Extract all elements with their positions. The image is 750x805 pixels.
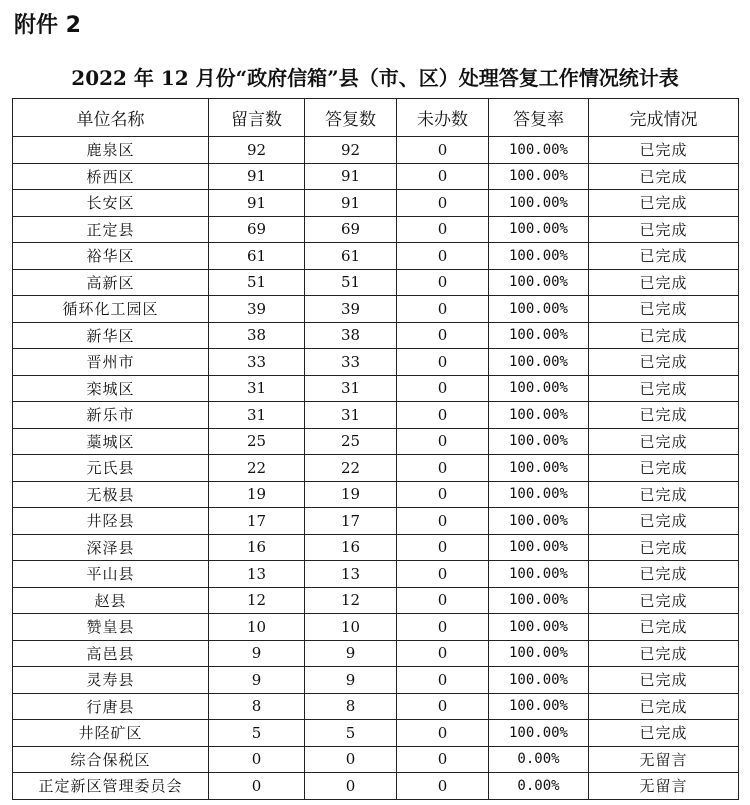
reply-rate-cell: 100.00%	[489, 402, 589, 429]
table-row	[13, 428, 739, 455]
message-count-cell: 69	[209, 216, 305, 243]
reply-count-cell: 10	[305, 614, 397, 641]
message-count-cell: 31	[209, 402, 305, 429]
unit-name-cell: 藁城区	[13, 428, 209, 455]
reply-count-cell: 31	[305, 402, 397, 429]
table-row	[13, 720, 739, 747]
table-header-row	[13, 99, 739, 137]
unit-name-cell: 综合保税区	[13, 746, 209, 773]
reply-count-cell: 0	[305, 773, 397, 800]
unit-name-cell: 平山县	[13, 561, 209, 588]
pending-count-cell: 0	[397, 428, 489, 455]
message-count-cell: 38	[209, 322, 305, 349]
reply-rate-cell: 0.00%	[489, 746, 589, 773]
table-row	[13, 349, 739, 376]
reply-count-cell: 91	[305, 163, 397, 190]
table-row	[13, 190, 739, 217]
reply-count-cell: 9	[305, 667, 397, 694]
pending-count-cell: 0	[397, 720, 489, 747]
table-row	[13, 296, 739, 323]
reply-rate-cell: 100.00%	[489, 693, 589, 720]
reply-rate-cell: 100.00%	[489, 322, 589, 349]
table-row	[13, 746, 739, 773]
message-count-cell: 16	[209, 534, 305, 561]
completion-status-cell: 已完成	[589, 508, 739, 535]
reply-rate-cell: 100.00%	[489, 614, 589, 641]
reply-count-cell: 25	[305, 428, 397, 455]
table-row	[13, 163, 739, 190]
table-row	[13, 773, 739, 800]
reply-rate-cell: 100.00%	[489, 269, 589, 296]
unit-name-cell: 鹿泉区	[13, 137, 209, 164]
reply-count-cell: 39	[305, 296, 397, 323]
completion-status-cell: 已完成	[589, 163, 739, 190]
pending-count-cell: 0	[397, 163, 489, 190]
pending-count-cell: 0	[397, 746, 489, 773]
table-row	[13, 534, 739, 561]
reply-count-cell: 38	[305, 322, 397, 349]
pending-count-cell: 0	[397, 587, 489, 614]
reply-rate-cell: 0.00%	[489, 773, 589, 800]
unit-name-cell: 裕华区	[13, 243, 209, 270]
message-count-cell: 17	[209, 508, 305, 535]
completion-status-cell: 已完成	[589, 614, 739, 641]
header-reply-rate: 答复率	[489, 99, 589, 137]
pending-count-cell: 0	[397, 561, 489, 588]
message-count-cell: 61	[209, 243, 305, 270]
completion-status-cell: 已完成	[589, 375, 739, 402]
unit-name-cell: 正定新区管理委员会	[13, 773, 209, 800]
message-count-cell: 91	[209, 190, 305, 217]
unit-name-cell: 灵寿县	[13, 667, 209, 694]
table-row	[13, 243, 739, 270]
unit-name-cell: 栾城区	[13, 375, 209, 402]
table-row	[13, 693, 739, 720]
attachment-label: 附件 2	[14, 13, 81, 38]
pending-count-cell: 0	[397, 402, 489, 429]
pending-count-cell: 0	[397, 190, 489, 217]
pending-count-cell: 0	[397, 349, 489, 376]
pending-count-cell: 0	[397, 296, 489, 323]
unit-name-cell: 桥西区	[13, 163, 209, 190]
reply-count-cell: 9	[305, 640, 397, 667]
unit-name-cell: 井陉矿区	[13, 720, 209, 747]
pending-count-cell: 0	[397, 667, 489, 694]
reply-rate-cell: 100.00%	[489, 667, 589, 694]
completion-status-cell: 已完成	[589, 455, 739, 482]
table-row	[13, 481, 739, 508]
message-count-cell: 12	[209, 587, 305, 614]
table-row	[13, 667, 739, 694]
completion-status-cell: 已完成	[589, 402, 739, 429]
completion-status-cell: 已完成	[589, 587, 739, 614]
unit-name-cell: 赵县	[13, 587, 209, 614]
unit-name-cell: 行唐县	[13, 693, 209, 720]
unit-name-cell: 无极县	[13, 481, 209, 508]
table-row	[13, 375, 739, 402]
unit-name-cell: 正定县	[13, 216, 209, 243]
reply-count-cell: 22	[305, 455, 397, 482]
pending-count-cell: 0	[397, 137, 489, 164]
header-reply-count: 答复数	[305, 99, 397, 137]
reply-count-cell: 69	[305, 216, 397, 243]
message-count-cell: 25	[209, 428, 305, 455]
header-unit-name: 单位名称	[13, 99, 209, 137]
pending-count-cell: 0	[397, 216, 489, 243]
unit-name-cell: 元氏县	[13, 455, 209, 482]
pending-count-cell: 0	[397, 640, 489, 667]
pending-count-cell: 0	[397, 534, 489, 561]
completion-status-cell: 已完成	[589, 269, 739, 296]
table-row	[13, 455, 739, 482]
message-count-cell: 19	[209, 481, 305, 508]
completion-status-cell: 已完成	[589, 667, 739, 694]
message-count-cell: 5	[209, 720, 305, 747]
message-count-cell: 31	[209, 375, 305, 402]
header-completion-status: 完成情况	[589, 99, 739, 137]
header-message-count: 留言数	[209, 99, 305, 137]
pending-count-cell: 0	[397, 455, 489, 482]
reply-count-cell: 16	[305, 534, 397, 561]
completion-status-cell: 已完成	[589, 693, 739, 720]
reply-count-cell: 31	[305, 375, 397, 402]
reply-count-cell: 33	[305, 349, 397, 376]
pending-count-cell: 0	[397, 614, 489, 641]
message-count-cell: 91	[209, 163, 305, 190]
pending-count-cell: 0	[397, 773, 489, 800]
completion-status-cell: 已完成	[589, 349, 739, 376]
statistics-table	[12, 98, 739, 800]
reply-rate-cell: 100.00%	[489, 375, 589, 402]
reply-rate-cell: 100.00%	[489, 534, 589, 561]
message-count-cell: 8	[209, 693, 305, 720]
completion-status-cell: 已完成	[589, 561, 739, 588]
message-count-cell: 13	[209, 561, 305, 588]
completion-status-cell: 已完成	[589, 137, 739, 164]
unit-name-cell: 循环化工园区	[13, 296, 209, 323]
reply-count-cell: 5	[305, 720, 397, 747]
reply-count-cell: 92	[305, 137, 397, 164]
reply-rate-cell: 100.00%	[489, 190, 589, 217]
reply-rate-cell: 100.00%	[489, 481, 589, 508]
reply-rate-cell: 100.00%	[489, 508, 589, 535]
pending-count-cell: 0	[397, 322, 489, 349]
unit-name-cell: 赞皇县	[13, 614, 209, 641]
reply-count-cell: 91	[305, 190, 397, 217]
table-row	[13, 269, 739, 296]
reply-count-cell: 17	[305, 508, 397, 535]
message-count-cell: 92	[209, 137, 305, 164]
unit-name-cell: 长安区	[13, 190, 209, 217]
unit-name-cell: 深泽县	[13, 534, 209, 561]
reply-rate-cell: 100.00%	[489, 561, 589, 588]
completion-status-cell: 已完成	[589, 322, 739, 349]
completion-status-cell: 已完成	[589, 534, 739, 561]
completion-status-cell: 已完成	[589, 640, 739, 667]
table-row	[13, 322, 739, 349]
completion-status-cell: 已完成	[589, 216, 739, 243]
reply-rate-cell: 100.00%	[489, 455, 589, 482]
table-row	[13, 216, 739, 243]
reply-count-cell: 0	[305, 746, 397, 773]
reply-count-cell: 61	[305, 243, 397, 270]
message-count-cell: 33	[209, 349, 305, 376]
completion-status-cell: 无留言	[589, 746, 739, 773]
reply-rate-cell: 100.00%	[489, 296, 589, 323]
table-row	[13, 640, 739, 667]
reply-count-cell: 19	[305, 481, 397, 508]
message-count-cell: 0	[209, 746, 305, 773]
table-row	[13, 137, 739, 164]
completion-status-cell: 已完成	[589, 243, 739, 270]
unit-name-cell: 晋州市	[13, 349, 209, 376]
completion-status-cell: 已完成	[589, 296, 739, 323]
reply-count-cell: 51	[305, 269, 397, 296]
reply-rate-cell: 100.00%	[489, 349, 589, 376]
reply-rate-cell: 100.00%	[489, 243, 589, 270]
page-title: 2022 年 12 月份“政府信箱”县（市、区）处理答复工作情况统计表	[71, 66, 679, 90]
message-count-cell: 39	[209, 296, 305, 323]
table-row	[13, 587, 739, 614]
message-count-cell: 51	[209, 269, 305, 296]
completion-status-cell: 已完成	[589, 190, 739, 217]
reply-rate-cell: 100.00%	[489, 587, 589, 614]
message-count-cell: 10	[209, 614, 305, 641]
completion-status-cell: 已完成	[589, 481, 739, 508]
reply-count-cell: 13	[305, 561, 397, 588]
completion-status-cell: 无留言	[589, 773, 739, 800]
table-row	[13, 561, 739, 588]
completion-status-cell: 已完成	[589, 720, 739, 747]
pending-count-cell: 0	[397, 243, 489, 270]
reply-count-cell: 12	[305, 587, 397, 614]
pending-count-cell: 0	[397, 269, 489, 296]
message-count-cell: 9	[209, 667, 305, 694]
message-count-cell: 22	[209, 455, 305, 482]
reply-rate-cell: 100.00%	[489, 163, 589, 190]
reply-rate-cell: 100.00%	[489, 640, 589, 667]
message-count-cell: 0	[209, 773, 305, 800]
message-count-cell: 9	[209, 640, 305, 667]
pending-count-cell: 0	[397, 375, 489, 402]
unit-name-cell: 新华区	[13, 322, 209, 349]
table-body	[13, 137, 739, 800]
pending-count-cell: 0	[397, 508, 489, 535]
reply-rate-cell: 100.00%	[489, 137, 589, 164]
unit-name-cell: 高新区	[13, 269, 209, 296]
reply-count-cell: 8	[305, 693, 397, 720]
reply-rate-cell: 100.00%	[489, 216, 589, 243]
table-row	[13, 508, 739, 535]
header-pending-count: 未办数	[397, 99, 489, 137]
pending-count-cell: 0	[397, 481, 489, 508]
pending-count-cell: 0	[397, 693, 489, 720]
reply-rate-cell: 100.00%	[489, 720, 589, 747]
unit-name-cell: 新乐市	[13, 402, 209, 429]
unit-name-cell: 高邑县	[13, 640, 209, 667]
reply-rate-cell: 100.00%	[489, 428, 589, 455]
completion-status-cell: 已完成	[589, 428, 739, 455]
unit-name-cell: 井陉县	[13, 508, 209, 535]
table-row	[13, 614, 739, 641]
table-row	[13, 402, 739, 429]
